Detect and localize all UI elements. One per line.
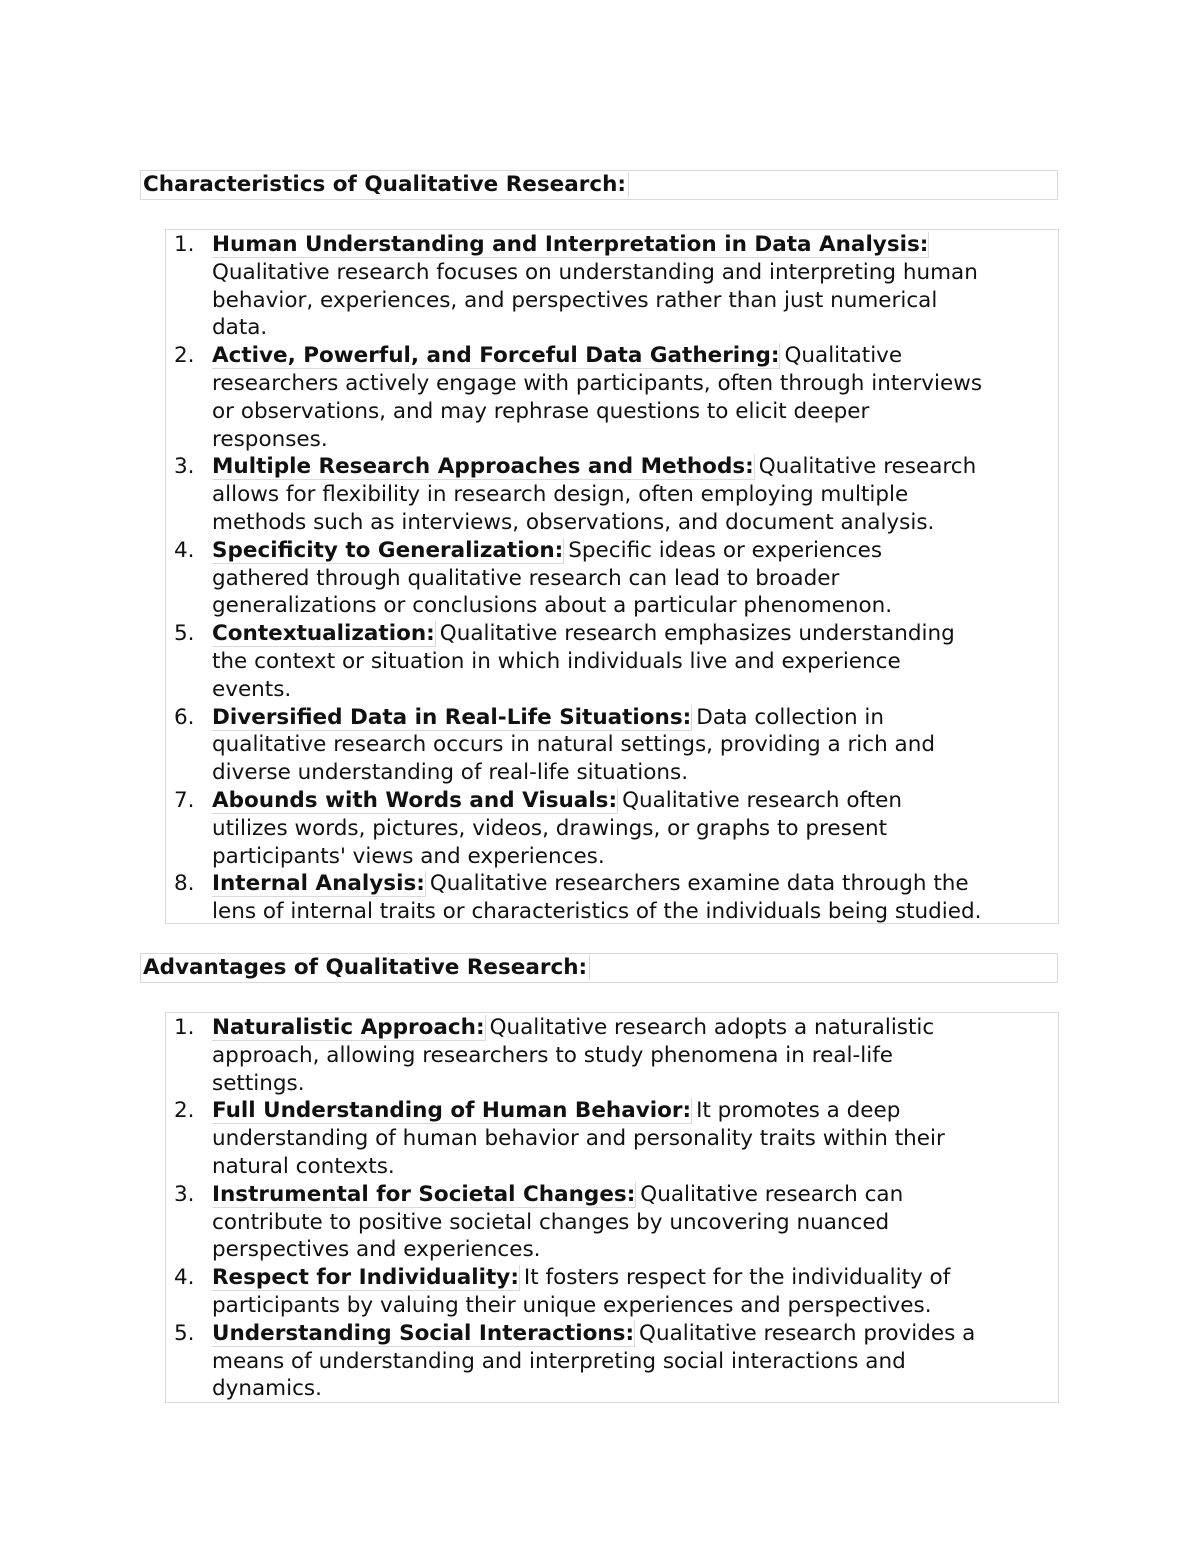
list-item	[166, 787, 1058, 870]
list-item	[166, 537, 1058, 620]
list-item-term: Instrumental for Societal Changes:	[212, 1181, 636, 1207]
list-item-text: participants by valuing their unique experiences and perspectives.	[212, 1292, 932, 1318]
list-item-text: contribute to positive societal changes by uncovering nuanced	[212, 1209, 890, 1235]
list-item-term: Specificity to Generalization:	[212, 537, 564, 563]
list-item-text: understanding of human behavior and personality traits within their	[212, 1126, 945, 1152]
list-item-text: Qualitative researchers examine data through the	[429, 871, 969, 897]
list-item-text: events.	[212, 676, 292, 702]
list-item-term: Full Understanding of Human Behavior:	[212, 1098, 692, 1124]
list-item-term: Diversified Data in Real-Life Situations:	[212, 704, 692, 730]
list-item-number: 4.	[174, 1265, 195, 1291]
list-item-term: Internal Analysis:	[212, 871, 425, 897]
list-item-number: 8.	[174, 871, 195, 897]
list-item-first-line	[212, 620, 1058, 648]
list-item-text: Qualitative	[784, 343, 903, 369]
list-item-text: Qualitative research provides a	[639, 1320, 976, 1346]
list-item-first-line	[212, 453, 1058, 481]
list-item-text: methods such as interviews, observations, and document analysis.	[212, 509, 935, 535]
list-item-text: Specific ideas or experiences	[568, 537, 883, 563]
list-item-number: 5.	[174, 621, 195, 647]
list-item-first-line	[212, 342, 1058, 370]
list-item-text: approach, allowing researchers to study phenomena in real-life	[212, 1042, 893, 1068]
list-item-term: Abounds with Words and Visuals:	[212, 787, 618, 813]
list-item	[166, 620, 1058, 703]
heading-text: Advantages of Qualitative Research:	[143, 955, 590, 980]
list-item-text: researchers actively engage with participants, often through interviews	[212, 370, 983, 396]
list-item	[166, 1014, 1058, 1097]
list-item-first-line	[212, 1264, 1058, 1292]
list-item-text: data.	[212, 315, 268, 341]
advantages-list	[165, 1012, 1059, 1403]
list-item-number: 1.	[174, 232, 195, 257]
list-item-term: Multiple Research Approaches and Methods:	[212, 454, 754, 480]
list-item-first-line	[212, 870, 1058, 898]
list-item-text: Qualitative research	[758, 454, 977, 480]
list-item	[166, 1264, 1058, 1320]
list-item-number: 2.	[174, 1098, 195, 1124]
list-item-number: 5.	[174, 1320, 195, 1346]
list-item-text: Qualitative research often	[622, 787, 903, 813]
list-item-text: Qualitative research adopts a naturalistic	[489, 1015, 935, 1040]
list-item-text: Qualitative research can	[640, 1181, 904, 1207]
list-item-first-line	[212, 704, 1058, 732]
list-item-text: perspectives and experiences.	[212, 1237, 541, 1263]
list-item-text: dynamics.	[212, 1376, 322, 1402]
list-item-text: participants' views and experiences.	[212, 843, 605, 869]
list-item-text: lens of internal traits or characteristics of the individuals being studied.	[212, 899, 982, 925]
list-item-text: generalizations or conclusions about a particular phenomenon.	[212, 593, 893, 619]
list-item-first-line	[212, 1097, 1058, 1125]
list-item-number: 7.	[174, 787, 195, 813]
list-item-text: diverse understanding of real-life situations.	[212, 760, 689, 786]
list-item-term: Contextualization:	[212, 621, 435, 647]
list-item	[166, 1097, 1058, 1180]
list-item	[166, 870, 1058, 926]
list-item-term: Respect for Individuality:	[212, 1265, 519, 1291]
list-item-text: the context or situation in which individuals live and experience	[212, 648, 901, 674]
list-item	[166, 231, 1058, 342]
list-item-text: Data collection in	[696, 704, 885, 730]
list-item-text: natural contexts.	[212, 1153, 395, 1179]
list-item-text: responses.	[212, 426, 328, 452]
list-item-first-line	[212, 231, 1058, 259]
list-item-term: Naturalistic Approach:	[212, 1015, 485, 1040]
list-item	[166, 1320, 1058, 1403]
list-item-first-line	[212, 1320, 1058, 1348]
characteristics-list	[165, 229, 1059, 924]
list-item-first-line	[212, 787, 1058, 815]
list-item-number: 3.	[174, 1181, 195, 1207]
list-item-first-line	[212, 537, 1058, 565]
section-heading-advantages	[140, 953, 1058, 983]
list-item-text: means of understanding and interpreting social interactions and	[212, 1348, 906, 1374]
list-item-number: 1.	[174, 1015, 195, 1040]
list-item-text: Qualitative research focuses on understanding and interpreting human	[212, 259, 978, 285]
list-item-text: It promotes a deep	[696, 1098, 901, 1124]
list-item-text: allows for flexibility in research design, often employing multiple	[212, 482, 909, 508]
list-item-text: It fosters respect for the individuality of	[523, 1265, 951, 1291]
list-item	[166, 342, 1058, 453]
list-item-term: Understanding Social Interactions:	[212, 1320, 635, 1346]
list-item-number: 2.	[174, 343, 195, 369]
list-item-first-line	[212, 1014, 1058, 1042]
list-item-number: 4.	[174, 537, 195, 563]
list-item-text: settings.	[212, 1070, 305, 1096]
list-item-number: 3.	[174, 454, 195, 480]
list-item-text: gathered through qualitative research can lead to broader	[212, 565, 840, 591]
list-item-text: behavior, experiences, and perspectives rather than just numerical	[212, 287, 938, 313]
list-item-text: utilizes words, pictures, videos, drawings, or graphs to present	[212, 815, 888, 841]
list-item-term: Human Understanding and Interpretation in Data Analysis:	[212, 232, 929, 257]
list-item	[166, 704, 1058, 787]
list-item-text: Qualitative research emphasizes understanding	[439, 621, 955, 647]
list-item	[166, 1181, 1058, 1264]
heading-text: Characteristics of Qualitative Research:	[143, 172, 629, 197]
list-item-text: or observations, and may rephrase questions to elicit deeper	[212, 398, 870, 424]
list-item-first-line	[212, 1181, 1058, 1209]
list-item-text: qualitative research occurs in natural settings, providing a rich and	[212, 732, 936, 758]
section-heading-characteristics	[140, 170, 1058, 200]
list-item	[166, 453, 1058, 536]
list-item-number: 6.	[174, 704, 195, 730]
list-item-term: Active, Powerful, and Forceful Data Gathering:	[212, 343, 780, 369]
